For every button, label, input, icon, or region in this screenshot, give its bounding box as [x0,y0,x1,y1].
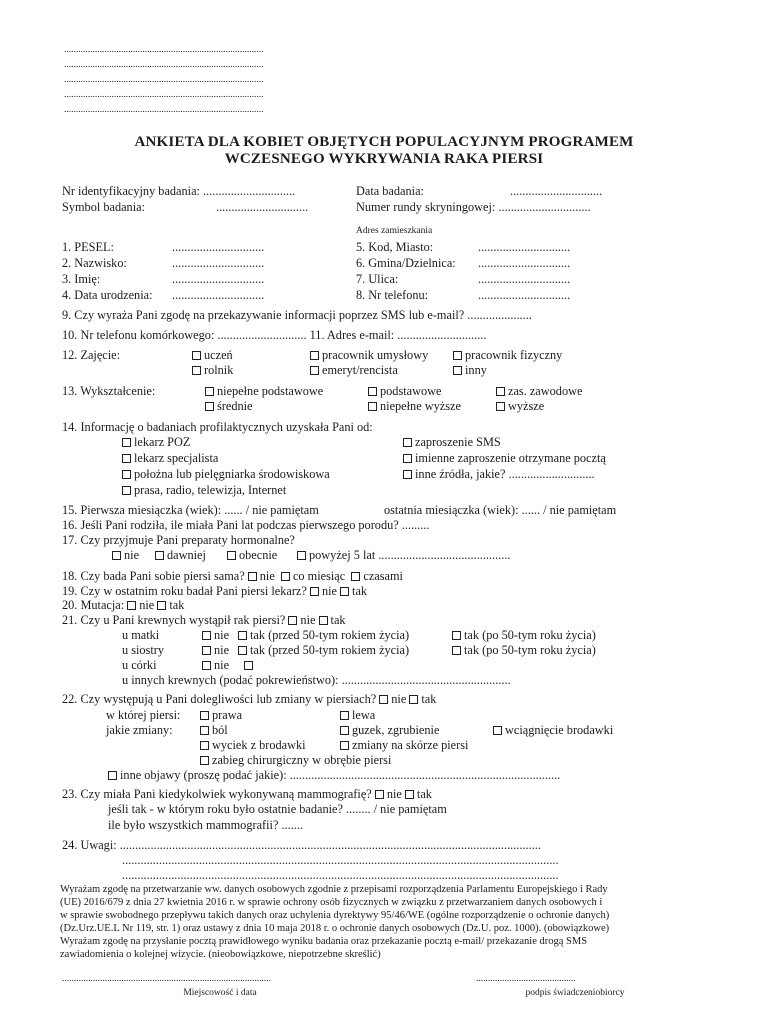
q21-innych-krewnych[interactable]: u innych krewnych (podać pokrewieństwo): ....................................................... [122,673,511,687]
checkbox-icon[interactable] [403,470,412,479]
q21-option[interactable]: nie [202,658,229,672]
nr-telefonu-field[interactable]: .............................. [478,288,571,302]
q24-uwagi[interactable]: 24. Uwagi: ......................................................................................................................................... [62,838,541,852]
checkbox-icon[interactable] [155,551,164,560]
checkbox-icon[interactable] [453,351,462,360]
q17-option[interactable]: nie [112,548,139,562]
q14-option[interactable]: zaproszenie SMS [403,435,501,449]
checkbox-icon[interactable] [310,366,319,375]
pesel-field[interactable]: .............................. [172,240,265,254]
checkbox-icon[interactable] [340,711,349,720]
q10-q11-phone-email[interactable]: 10. Nr telefonu komórkowego: ............................. 11. Adres e-mail: ............................. [62,328,487,342]
checkbox-icon[interactable] [368,402,377,411]
podpis-field[interactable]: .......................................... [476,974,576,984]
checkbox-icon[interactable] [493,726,502,735]
q24-uwagi-line[interactable]: .............................................................................................................................................. [122,868,559,882]
q15-pierwsza-miesiaczka[interactable]: 15. Pierwsza miesiączka (wiek): ...... / nie pamiętam [62,503,319,517]
header-line: .................................................................................... [64,105,264,115]
q20-label: 20. Mutacja: [62,598,125,612]
page-title: ANKIETA DLA KOBIET OBJĘTYCH POPULACYJNYM PROGRAMEM [134,134,634,150]
checkbox-icon[interactable] [200,726,209,735]
checkbox-icon[interactable] [310,351,319,360]
miejscowosc-data-field[interactable]: ........................................................................................ [62,974,271,984]
q22-option[interactable]: zmiany na skórze piersi [340,738,468,752]
q22-jakie-label: jakie zmiany: [106,723,173,737]
checkbox-icon[interactable] [157,601,166,610]
checkbox-icon[interactable] [375,790,384,799]
checkbox-icon[interactable] [122,438,131,447]
checkbox-icon[interactable] [340,741,349,750]
q22-label: 22. Czy występują u Pani dolegliwości lub zmiany w piersiach? [62,692,377,706]
q14-option[interactable]: lekarz specjalista [122,451,218,465]
checkbox-icon[interactable] [310,587,319,596]
data-badania-field[interactable]: .............................. [510,184,603,198]
checkbox-icon[interactable] [122,486,131,495]
pesel-label: 1. PESEL: [62,240,114,254]
header-line: .................................................................................... [64,60,264,70]
q14-option[interactable]: położna lub pielęgniarka środowiskowa [122,467,330,481]
checkbox-icon[interactable] [244,661,253,670]
checkbox-icon[interactable] [288,616,297,625]
q13-option[interactable]: niepełne wyższe [368,399,461,413]
ulica-field[interactable]: .............................. [478,272,571,286]
q15-ostatnia-miesiaczka[interactable]: ostatnia miesiączka (wiek): ...... / nie pamiętam [384,503,617,517]
q22-ktorej-label: w której piersi: [106,708,181,722]
q21-option[interactable]: tak (po 50-tym roku życia) [452,628,596,642]
checkbox-icon[interactable] [319,616,328,625]
checkbox-icon[interactable] [238,631,247,640]
checkbox-icon[interactable] [112,551,121,560]
checkbox-icon[interactable] [202,631,211,640]
q21-option[interactable]: nie [202,643,229,657]
q22-option[interactable]: wciągnięcie brodawki [493,723,613,737]
q21-option[interactable]: tak (po 50-tym roku życia) [452,643,596,657]
gmina-field[interactable]: .............................. [478,256,571,270]
q13-option[interactable]: podstawowe [368,384,441,398]
imie-field[interactable]: .............................. [172,272,265,286]
checkbox-icon[interactable] [205,402,214,411]
q24-uwagi-line[interactable]: .............................................................................................................................................. [122,853,559,867]
checkbox-icon[interactable] [192,366,201,375]
q22-option[interactable]: lewa [340,708,375,722]
q21-option[interactable]: nie [202,628,229,642]
checkbox-icon[interactable] [496,402,505,411]
symbol-badania-label: Symbol badania: [62,200,145,214]
q23-row: 23. Czy miała Pani kiedykolwiek wykonywaną mammografię? nie tak [62,787,432,801]
q14-option[interactable]: lekarz POZ [122,435,190,449]
q21-siostry-label: u siostry [122,643,165,657]
checkbox-icon[interactable] [403,438,412,447]
nazwisko-field[interactable]: .............................. [172,256,265,270]
q14-option[interactable]: prasa, radio, telewizja, Internet [122,483,286,497]
page-subtitle: WCZESNEGO WYKRYWANIA RAKA PIERSI [224,151,544,167]
numer-rundy-field[interactable]: Numer rundy skryningowej: .............................. [356,200,591,214]
checkbox-icon[interactable] [403,454,412,463]
checkbox-icon[interactable] [227,551,236,560]
checkbox-icon[interactable] [452,631,461,640]
q20-row: 20. Mutacja: nie tak [62,598,185,612]
symbol-badania-field[interactable]: .............................. [216,200,309,214]
q21-option[interactable] [244,658,256,672]
consent-line: Wyrażam zgodę na przysłanie pocztą prawidłowego wyniku badania oraz przekazanie pocztą e-mail/ przekazanie drogą SMS [60,936,588,947]
q21-corki-label: u córki [122,658,157,672]
q12-option[interactable]: pracownik fizyczny [453,348,562,362]
data-urodzenia-field[interactable]: .............................. [172,288,265,302]
checkbox-icon[interactable] [351,572,360,581]
q21-matki-label: u matki [122,628,160,642]
adres-zamieszkania-label: Adres zamieszkania [356,226,433,236]
q12-option[interactable]: emeryt/rencista [310,363,398,377]
checkbox-icon[interactable] [200,741,209,750]
data-urodzenia-label: 4. Data urodzenia: [62,288,153,302]
q22-option[interactable]: zabieg chirurgiczny w obrębie piersi [200,753,391,767]
q22-option[interactable]: wyciek z brodawki [200,738,306,752]
q14-option[interactable]: imienne zaproszenie otrzymane pocztą [403,451,606,465]
header-line: .................................................................................... [64,75,264,85]
consent-line: (Dz.Urz.UE.L Nr 119, str. 1) oraz ustawy z dnia 10 maja 2018 r. o ochronie danych osobowych (Dz.U. poz. 1000). (obowiązkowe) [60,923,610,934]
q17-label: 17. Czy przyjmuje Pani preparaty hormonalne? [62,533,295,547]
checkbox-icon[interactable] [200,756,209,765]
q19-label: 19. Czy w ostatnim roku badał Pani piersi lekarz? [62,584,307,598]
checkbox-icon[interactable] [340,726,349,735]
header-line: .................................................................................... [64,45,264,55]
q17-option[interactable]: obecnie [227,548,277,562]
checkbox-icon[interactable] [452,646,461,655]
podpis-label: podpis świadczeniobiorcy [525,988,625,998]
q21-row: 21. Czy u Pani krewnych wystąpił rak piersi? nie tak [62,613,346,627]
q19-row: 19. Czy w ostatnim roku badał Pani piersi lekarz? nie tak [62,584,368,598]
consent-line: w sprawie swobodnego przepływu takich danych oraz uchylenia dyrektywy 95/46/WE (ogólne rozporządzenie o ochronie danych) [60,910,610,921]
checkbox-icon[interactable] [281,572,290,581]
data-badania-label: Data badania: [356,184,424,198]
checkbox-icon[interactable] [122,454,131,463]
nazwisko-label: 2. Nazwisko: [62,256,127,270]
q23-label: 23. Czy miała Pani kiedykolwiek wykonywaną mammografię? [62,787,372,801]
consent-line: (UE) 2016/679 z dnia 27 kwietnia 2016 r. w sprawie ochrony osób fizycznych w związku z przetwarzaniem danych osobowych i [60,897,603,908]
q23-ostatnie-badanie[interactable]: jeśli tak - w którym roku było ostatnie badanie? ........ / nie pamiętam [108,802,447,816]
checkbox-icon[interactable] [205,387,214,396]
checkbox-icon[interactable] [192,351,201,360]
miejscowosc-data-label: Miejscowość i data [183,988,257,998]
checkbox-icon[interactable] [297,551,306,560]
q21-option[interactable]: tak (przed 50-tym rokiem życia) [238,643,409,657]
checkbox-icon[interactable] [453,366,462,375]
q13-label: 13. Wykształcenie: [62,384,156,398]
consent-line: Wyrażam zgodę na przetwarzanie ww. danych osobowych zgodnie z przepisami rozporządzenia Parlamentu Europejskiego i Rady [60,884,608,895]
q22-option[interactable]: guzek, zgrubienie [340,723,439,737]
q13-option[interactable]: niepełne podstawowe [205,384,323,398]
q16-pierwszy-porod[interactable]: 16. Jeśli Pani rodziła, ile miała Pani lat podczas pierwszego porodu? ......... [62,518,430,532]
q12-label: 12. Zajęcie: [62,348,121,362]
q23-ile-mammografii[interactable]: ile było wszystkich mammografii? ....... [108,818,304,832]
q12-option[interactable]: uczeń [192,348,233,362]
checkbox-icon[interactable] [122,470,131,479]
q12-option[interactable]: pracownik umysłowy [310,348,428,362]
q21-option[interactable]: tak (przed 50-tym rokiem życia) [238,628,409,642]
q22-option[interactable]: inne objawy (proszę podać jakie): ........................................................................................ [108,768,560,782]
checkbox-icon[interactable] [379,695,388,704]
checkbox-icon[interactable] [405,790,414,799]
ulica-label: 7. Ulica: [356,272,399,286]
q13-option[interactable]: wyższe [496,399,544,413]
q12-option[interactable]: inny [453,363,487,377]
nr-telefonu-label: 8. Nr telefonu: [356,288,429,302]
q12-option[interactable]: rolnik [192,363,233,377]
q14-label: 14. Informację o badaniach profilaktycznych uzyskała Pani od: [62,420,373,434]
q22-option[interactable]: prawa [200,708,242,722]
q9-sms-consent[interactable]: 9. Czy wyraża Pani zgodę na przekazywanie informacji poprzez SMS lub e-mail? ..................... [62,308,532,322]
checkbox-icon[interactable] [340,587,349,596]
checkbox-icon[interactable] [368,387,377,396]
q13-option[interactable]: średnie [205,399,253,413]
checkbox-icon[interactable] [496,387,505,396]
header-line: .................................................................................... [64,90,264,100]
checkbox-icon[interactable] [108,771,117,780]
q18-label: 18. Czy bada Pani sobie piersi sama? [62,569,245,583]
q18-row: 18. Czy bada Pani sobie piersi sama? nie co miesiąc czasami [62,569,403,583]
checkbox-icon[interactable] [202,646,211,655]
consent-line: zawiadomienia o kolejnej wizycie. (nieobowiązkowe, niepotrzebne skreślić) [60,949,381,960]
checkbox-icon[interactable] [238,646,247,655]
checkbox-icon[interactable] [200,711,209,720]
kod-miasto-label: 5. Kod, Miasto: [356,240,434,254]
q17-option[interactable]: powyżej 5 lat ........................................... [297,548,511,562]
q13-option[interactable]: zas. zawodowe [496,384,582,398]
q14-option[interactable]: inne źródła, jakie? ............................ [403,467,595,481]
checkbox-icon[interactable] [248,572,257,581]
q21-label: 21. Czy u Pani krewnych wystąpił rak piersi? [62,613,286,627]
q22-option[interactable]: ból [200,723,228,737]
gmina-label: 6. Gmina/Dzielnica: [356,256,456,270]
checkbox-icon[interactable] [409,695,418,704]
kod-miasto-field[interactable]: .............................. [478,240,571,254]
nr-identyfikacyjny-field[interactable]: Nr identyfikacyjny badania: .............................. [62,184,296,198]
checkbox-icon[interactable] [127,601,136,610]
q17-option[interactable]: dawniej [155,548,206,562]
imie-label: 3. Imię: [62,272,101,286]
checkbox-icon[interactable] [202,661,211,670]
q22-row: 22. Czy występują u Pani dolegliwości lub zmiany w piersiach? nie tak [62,692,437,706]
